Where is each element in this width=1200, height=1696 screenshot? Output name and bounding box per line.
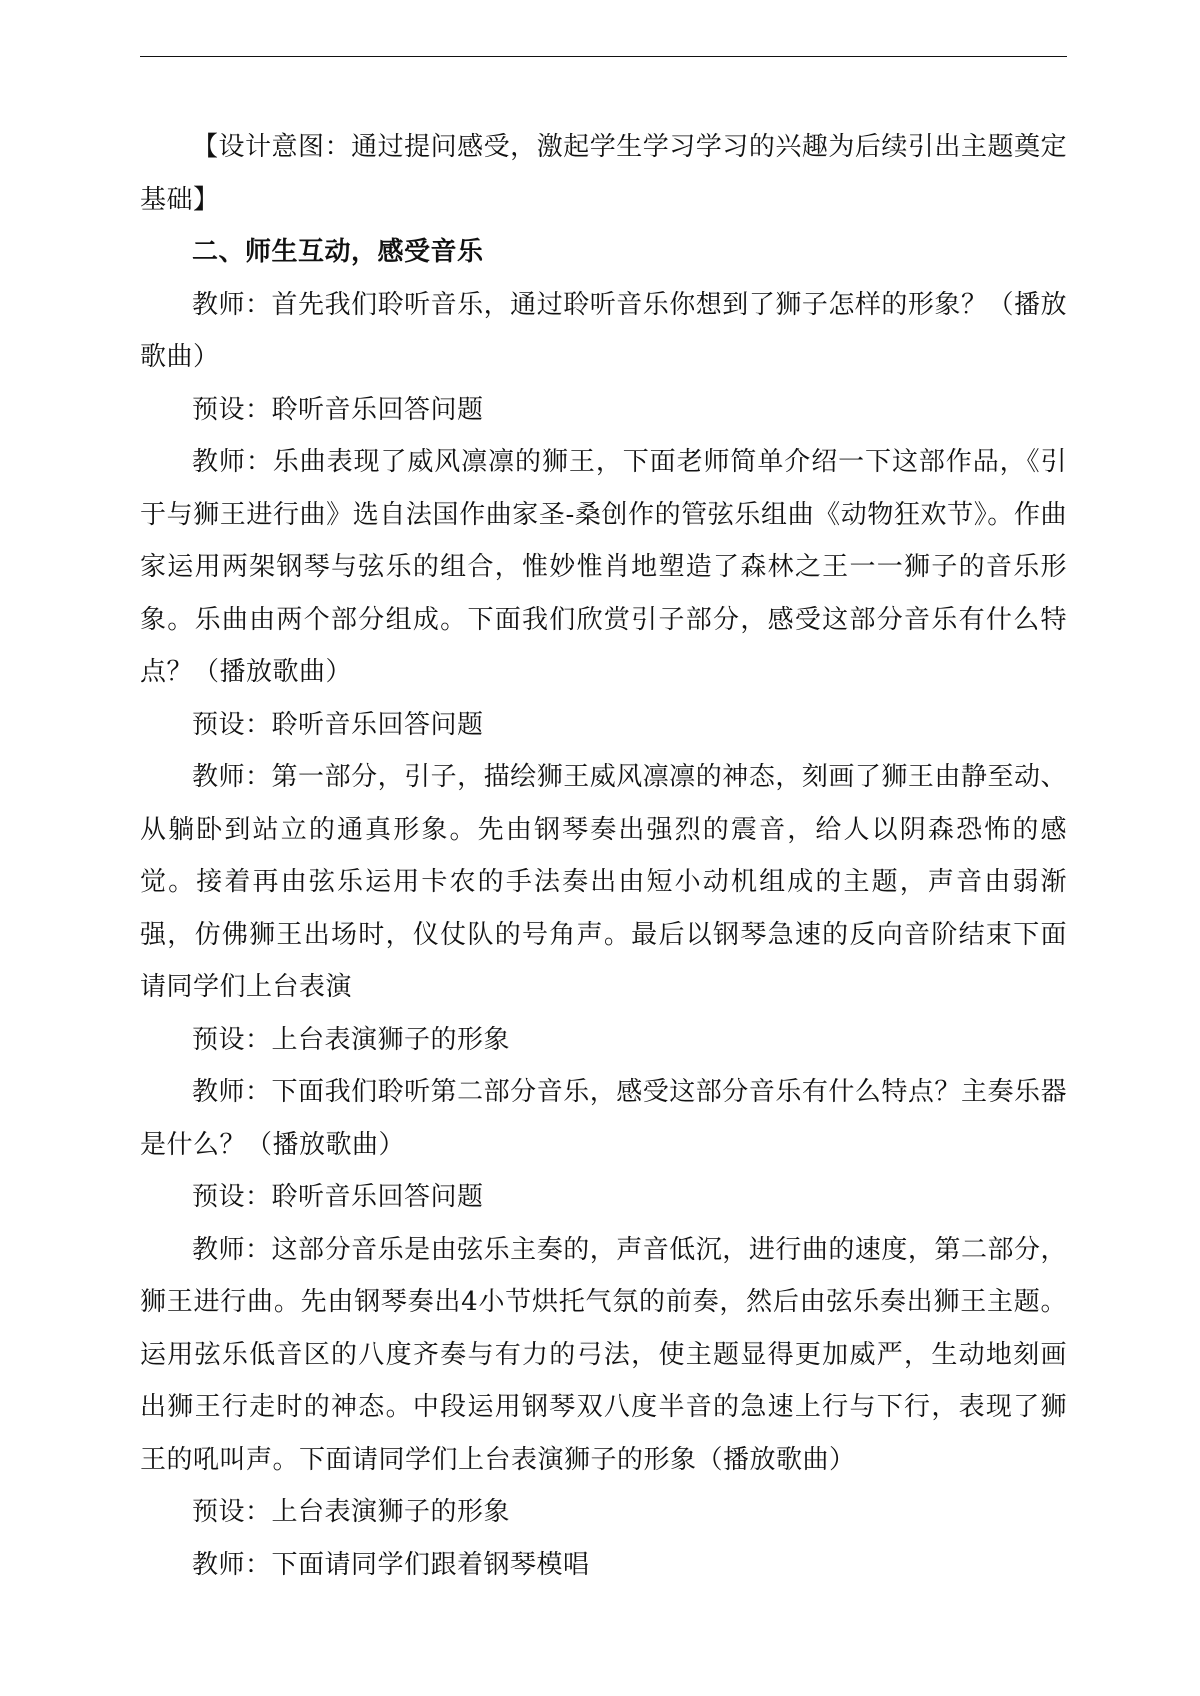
teacher-paragraph: 教师：下面请同学们跟着钢琴模唱 xyxy=(192,1549,590,1580)
preset-paragraph: 预设：上台表演狮子的形象 xyxy=(192,1024,511,1055)
preset-paragraph: 预设：上台表演狮子的形象 xyxy=(192,1497,511,1527)
teacher-paragraph: 教师：首先我们聆听音乐，通过聆听音乐你想到了狮子怎样的形象？（播放歌曲） xyxy=(140,289,1067,372)
teacher-paragraph: 教师：乐曲表现了威风凛凛的狮王，下面老师简单介绍一下这部作品，《引于与狮王进行曲》选自法国作曲家圣-桑创作的管弦乐组曲《动物狂欢节》。作曲家运用两架钢琴与弦乐的组合，惟妙惟肖地塑造了森林之王一一狮子的音乐形象。乐曲由两个部分组成。下面我们欣赏引子部分，感受这部分音乐有什么特点？（播放歌曲） xyxy=(140,447,1067,687)
section-heading: 二、师生互动，感受音乐 xyxy=(192,237,484,267)
preset-paragraph: 预设：聆听音乐回答问题 xyxy=(192,1182,484,1212)
teacher-paragraph: 教师：下面我们聆听第二部分音乐，感受这部分音乐有什么特点？主奏乐器是什么？（播放歌曲） xyxy=(140,1077,1067,1160)
document-body xyxy=(140,121,1067,1591)
teacher-paragraph: 教师：第一部分，引子，描绘狮王威风凛凛的神态，刻画了狮王由静至动、从躺卧到站立的通真形象。先由钢琴奏出强烈的震音，给人以阴森恐怖的感觉。接着再由弦乐运用卡农的手法奏出由短小动机组成的主题，声音由弱渐强，仿佛狮王出场时，仪仗队的号角声。最后以钢琴急速的反向音阶结束下面请同学们上台表演 xyxy=(140,762,1067,1002)
header-rule xyxy=(140,56,1067,57)
preset-paragraph: 预设：聆听音乐回答问题 xyxy=(192,394,484,425)
preset-paragraph: 预设：聆听音乐回答问题 xyxy=(192,709,484,740)
teacher-paragraph: 教师：这部分音乐是由弦乐主奏的，声音低沉，进行曲的速度，第二部分，狮王进行曲。先由钢琴奏出4小节烘托气氛的前奏，然后由弦乐奏出狮王主题。运用弦乐低音区的八度齐奏与有力的弓法，使主题显得更加威严，生动地刻画出狮王行走时的神态。中段运用钢琴双八度半音的急速上行与下行，表现了狮王的吼叫声。下面请同学们上台表演狮子的形象（播放歌曲） xyxy=(140,1234,1067,1475)
design-intent-paragraph: 【设计意图：通过提问感受，激起学生学习学习的兴趣为后续引出主题奠定基础】 xyxy=(140,132,1067,215)
